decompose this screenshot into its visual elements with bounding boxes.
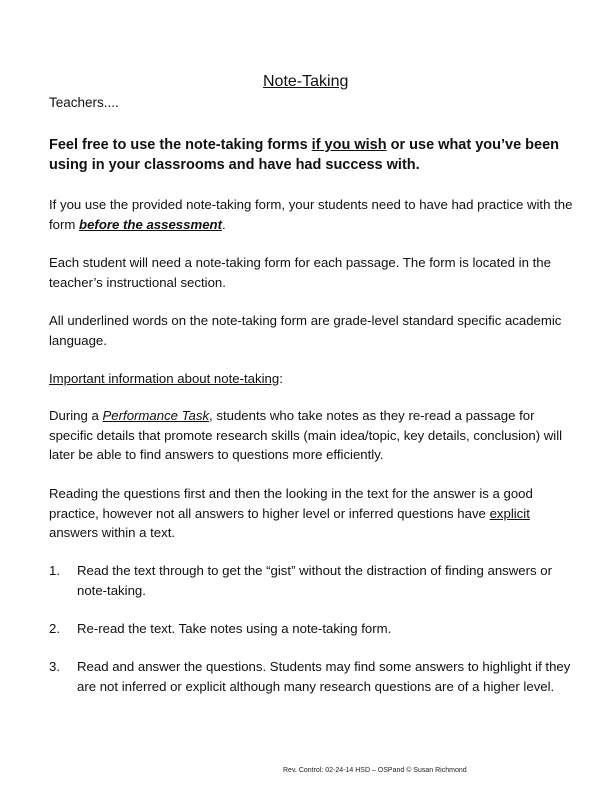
- para1-text-2: .: [221, 216, 226, 232]
- para5-text-1: Reading the questions first and then the looking in the text for the answer is a good practice, however not all answers to higher level or inferred questions have: [49, 486, 533, 521]
- lead-paragraph: [49, 135, 579, 175]
- list-item-number: 1.: [49, 563, 60, 578]
- lead-text-1: Feel free to use the note-taking forms: [49, 137, 312, 153]
- greeting: Teachers....: [49, 95, 119, 110]
- list-item-number: 2.: [49, 621, 60, 636]
- list-item-text: Read and answer the questions. Students may find some answers to highlight if they are not inferred or explicit although many research questions are of a higher level.: [77, 659, 571, 694]
- important-heading: [49, 369, 579, 389]
- para4-text-2: , students who take notes as they re-read a passage for specific details that promote research skills (main idea/topic, key details, conclusion) will later be able to find answers to questions more efficiently.: [49, 408, 563, 462]
- lead-text-2: or use what you’ve been using in your classrooms and have had success with.: [49, 137, 560, 173]
- para4-emphasis: Performance Task: [102, 408, 210, 423]
- important-heading-text: Important information about note-taking: [49, 371, 280, 386]
- para1-emphasis: before the assessment: [79, 216, 222, 232]
- para1-text-1: If you use the provided note-taking form, your students need to have had practice with the form: [49, 197, 573, 232]
- footer-revision: Rev. Control: 02-24-14 HSD – OSPand © Susan Richmond: [283, 767, 467, 774]
- list-item-number: 3.: [49, 659, 60, 674]
- paragraph-form-practice: [49, 195, 579, 234]
- list-item-text: Read the text through to get the “gist” without the distraction of finding answers or note-taking.: [77, 563, 553, 598]
- para5-text-2: answers within a text.: [49, 525, 176, 540]
- important-heading-colon: :: [279, 371, 283, 386]
- paragraph-underlined-words: All underlined words on the note-taking form are grade-level standard specific academic language.: [49, 313, 562, 348]
- para5-underlined: explicit: [489, 505, 530, 521]
- para4-text-1: During a: [49, 408, 103, 423]
- lead-underlined: if you wish: [311, 137, 387, 153]
- paragraph-performance-task: [49, 406, 579, 465]
- list-item-text: Re-read the text. Take notes using a note-taking form.: [77, 621, 392, 636]
- page-title: Note-Taking: [263, 73, 349, 90]
- paragraph-reading-questions: [49, 484, 579, 543]
- paragraph-form-per-passage: Each student will need a note-taking form for each passage. The form is located in the teacher’s instructional section.: [49, 255, 551, 290]
